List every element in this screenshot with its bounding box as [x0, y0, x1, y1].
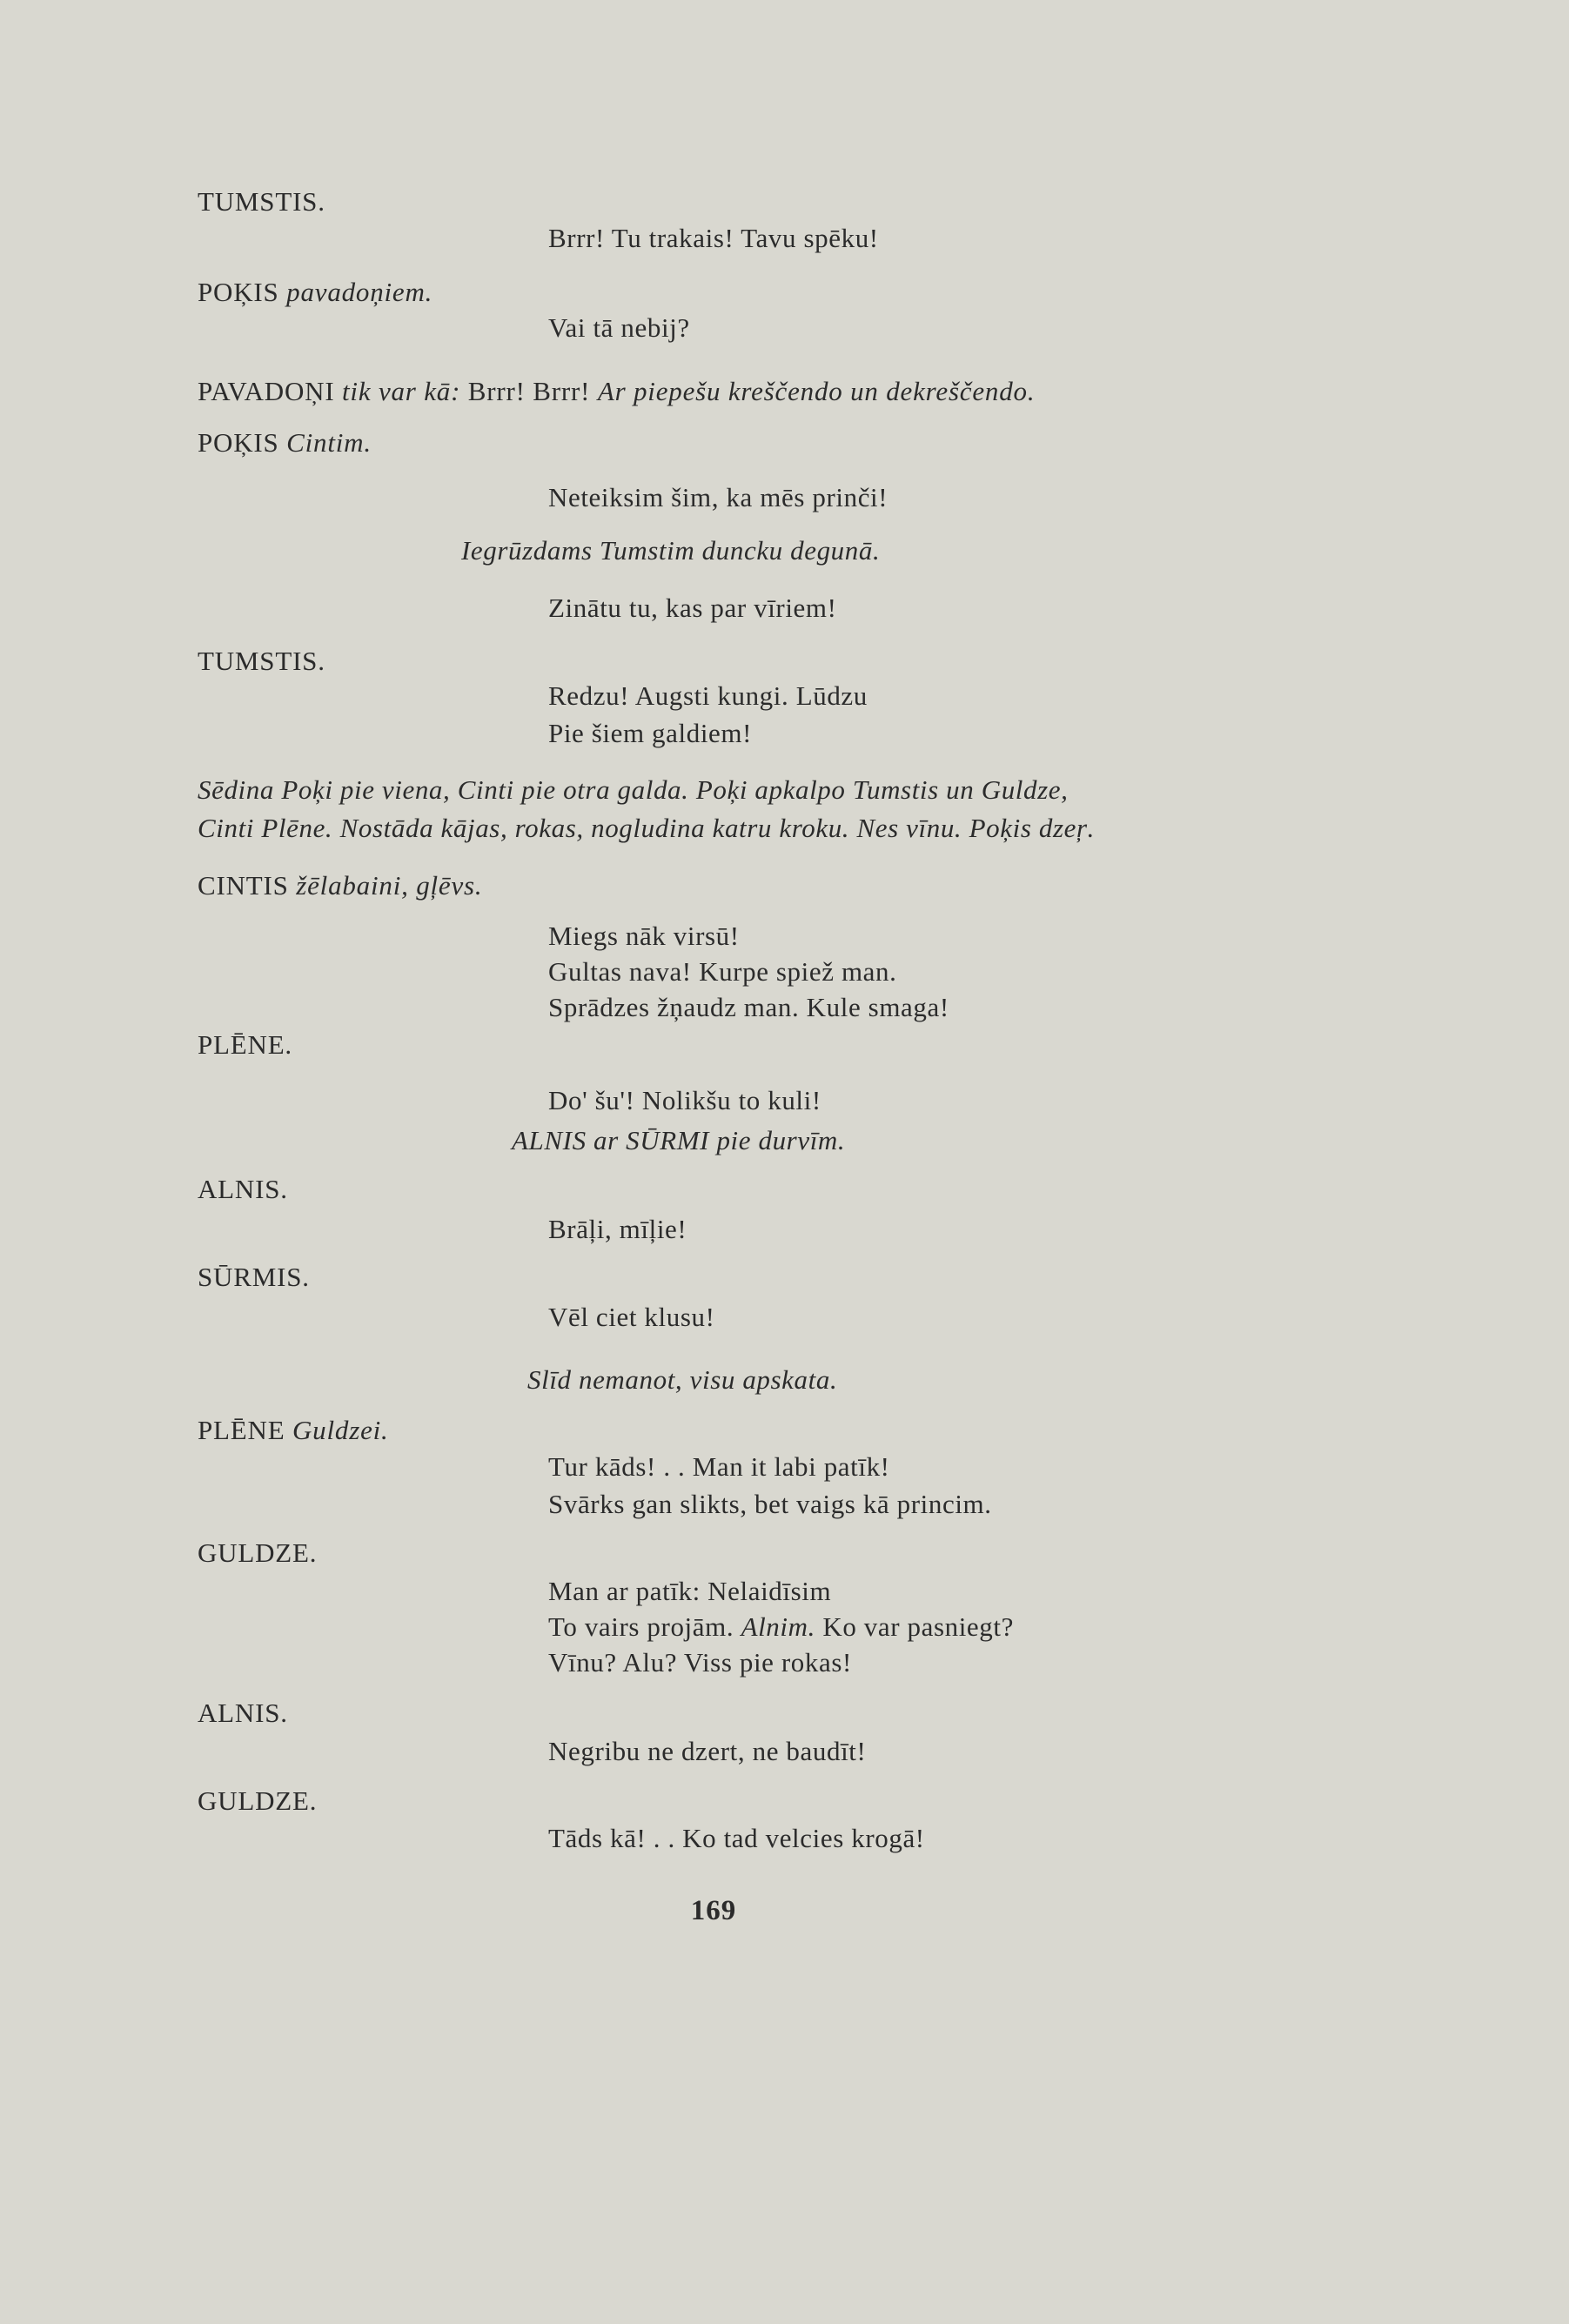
page-number: 169: [690, 1895, 737, 1926]
speaker-pokis: [198, 426, 372, 459]
speaker-tumstis: TUMSTIS.: [198, 186, 325, 217]
speaker-alnis: ALNIS.: [198, 1174, 288, 1204]
verse-line: Man ar patīk: Nelaidīsim: [548, 1576, 832, 1606]
speaker-pavadoni: [198, 375, 1035, 408]
stage-direction: Iegrūzdams Tumstim duncku degunā.: [461, 535, 881, 566]
verse-line: Gultas nava! Kurpe spiež man.: [548, 956, 897, 987]
verse-line: Svārks gan slikts, bet vaigs kā princim.: [548, 1489, 992, 1519]
verse-line: Negribu ne dzert, ne baudīt!: [548, 1736, 867, 1766]
stage-direction: tik var kā:: [342, 376, 461, 406]
verse-line: [548, 1611, 1014, 1644]
verse-line: Redzu! Augsti kungi. Lūdzu: [548, 680, 868, 711]
verse-line: Vēl ciet klusu!: [548, 1302, 715, 1332]
stage-direction: Alnim.: [741, 1611, 815, 1642]
speaker-guldze: GULDZE.: [198, 1537, 318, 1568]
verse-line: Neteiksim šim, ka mēs prinči!: [548, 482, 888, 512]
speaker-name: POĶIS: [198, 277, 279, 307]
stage-direction-paragraph: Sēdina Poķi pie viena, Cinti pie otra galda. Poķi apkalpo Tumstis un Guldze,: [198, 774, 1069, 805]
speaker-pokis: [198, 276, 432, 309]
verse-line: Pie šiem galdiem!: [548, 718, 753, 748]
verse-line: Sprādzes žņaudz man. Kule smaga!: [548, 992, 949, 1022]
stage-direction: pavadoņiem.: [286, 277, 433, 307]
verse-line: Brāļi, mīļie!: [548, 1214, 687, 1244]
speaker-name: PLĒNE: [198, 1415, 285, 1445]
stage-direction: Ar piepešu kreščendo un dekreščendo.: [597, 376, 1036, 406]
verse-text: Ko var pasniegt?: [822, 1611, 1014, 1642]
speaker-name: CINTIS: [198, 870, 289, 901]
verse-line: Miegs nāk virsū!: [548, 921, 740, 951]
stage-direction: Guldzei.: [292, 1415, 389, 1445]
verse-text: To vairs projām.: [548, 1611, 734, 1642]
speaker-surmis: SŪRMIS.: [198, 1262, 310, 1292]
speaker-name: POĶIS: [198, 427, 279, 458]
verse-line: Tur kāds! . . Man it labi patīk!: [548, 1451, 890, 1482]
speaker-tumstis: TUMSTIS.: [198, 646, 325, 676]
speaker-plene: PLĒNE.: [198, 1029, 292, 1060]
stage-direction: žēlabaini, gļēvs.: [296, 870, 483, 901]
stage-direction-paragraph: Cinti Plēne. Nostāda kājas, rokas, nogludina katru kroku. Nes vīnu. Poķis dzeŗ.: [198, 813, 1095, 843]
verse-line: Vai tā nebij?: [548, 312, 690, 343]
verse-line: Zinātu tu, kas par vīriem!: [548, 593, 837, 623]
verse-line: Tāds kā! . . Ko tad velcies krogā!: [548, 1823, 925, 1853]
spoken-text: Brrr! Brrr!: [467, 376, 591, 406]
speaker-plene: [198, 1414, 389, 1447]
verse-line: Do' šu'! Nolikšu to kuli!: [548, 1085, 821, 1115]
verse-line: Brrr! Tu trakais! Tavu spēku!: [548, 223, 879, 253]
verse-line: Vīnu? Alu? Viss pie rokas!: [548, 1647, 852, 1678]
stage-direction: Slīd nemanot, visu apskata.: [527, 1364, 838, 1395]
stage-direction: ALNIS ar SŪRMI pie durvīm.: [512, 1125, 846, 1155]
speaker-alnis: ALNIS.: [198, 1698, 288, 1728]
speaker-name: PAVADOŅI: [198, 376, 335, 406]
speaker-cintis: [198, 869, 482, 902]
stage-direction: Cintim.: [286, 427, 372, 458]
speaker-guldze: GULDZE.: [198, 1785, 318, 1816]
